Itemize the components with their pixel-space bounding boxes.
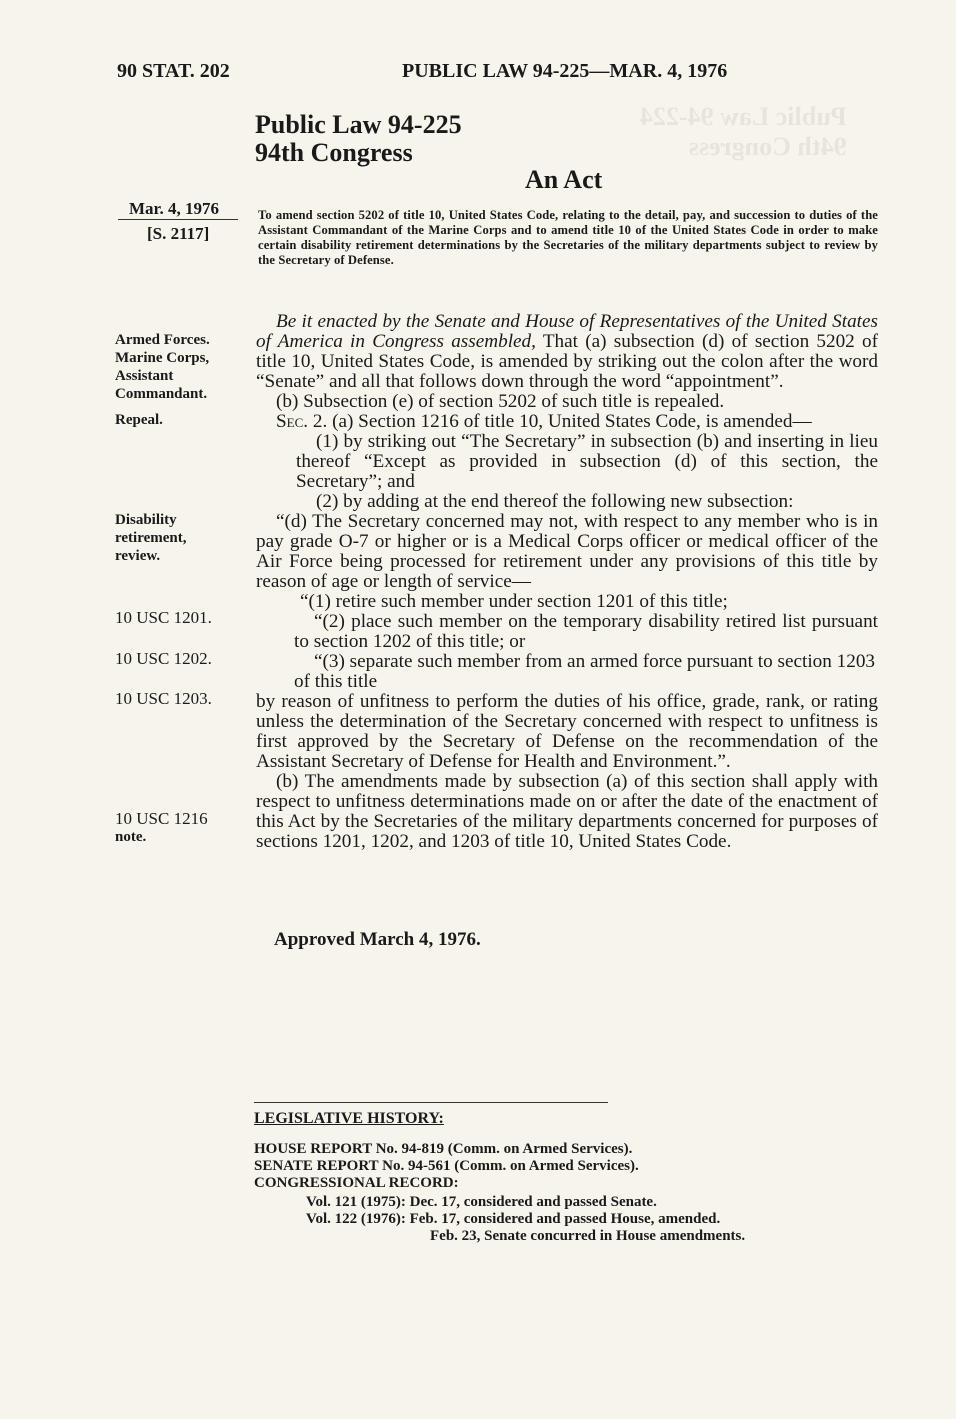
margin-note-usc-1202: 10 USC 1202.: [115, 649, 212, 668]
congressional-record-label: CONGRESSIONAL RECORD:: [254, 1175, 459, 1191]
act-label: An Act: [525, 165, 603, 194]
amendment-item-2: (2) by adding at the end thereof the following new subsection:: [316, 491, 794, 512]
clause-1: “(1) retire such member under section 1201 of this title;: [300, 591, 728, 612]
act-purpose: To amend section 5202 of title 10, United States Code, relating to the detail, pay, and succession to duties of the Assistant Commandant of the Marine Corps and to amend title 10 of the United States Code in order to make certain disability retirement determinations by the Secretaries of the military departments subject to review by the Secretary of Defense.: [258, 208, 878, 267]
congress-label: 94th Congress: [255, 138, 413, 167]
subsection-d-tail: by reason of unfitness to perform the duties of his office, grade, rank, or rating unless the determination of the Secretary concerned with respect to unfitness is first approved by the Secretary of Defense on the recommendation of the Assistant Secretary of Defense for Health and Environment.”.: [256, 691, 878, 772]
record-vol-121: Vol. 121 (1975): Dec. 17, considered and passed Senate.: [306, 1194, 657, 1210]
section-1-a: Be it enacted by the Senate and House of Representatives of the United States of America in Congress assembled, That (a) subsection (d) of section 5202 of title 10, United States Code, is amended by striking out the colon after the word “Senate” and all that follows down through the word “appointment”.: [256, 311, 878, 392]
new-subsection-d: “(d) The Secretary concerned may not, with respect to any member who is in pay grade O-7 or higher or is a Medical Corps officer or medical officer of the Air Force being processed for retirement under any provisions of this title by reason of age or length of service—: [256, 511, 878, 592]
margin-note-usc-1203: 10 USC 1203.: [115, 689, 212, 708]
record-feb-23: Feb. 23, Senate concurred in House amendments.: [430, 1228, 746, 1244]
record-vol-122: Vol. 122 (1976): Feb. 17, considered and passed House, amended.: [306, 1211, 721, 1227]
running-header: PUBLIC LAW 94-225—MAR. 4, 1976: [402, 60, 728, 82]
margin-note-repeal: Repeal.: [115, 412, 163, 428]
margin-note-armed-forces: Armed Forces. Marine Corps, Assistant Commandant.: [115, 332, 210, 402]
house-report: HOUSE REPORT No. 94-819 (Comm. on Armed Services).: [254, 1141, 633, 1157]
section-2-a: Sec. 2. (a) Section 1216 of title 10, United States Code, is amended—: [276, 411, 812, 432]
margin-note-usc-1201: 10 USC 1201.: [115, 608, 212, 627]
margin-note-usc-1216: 10 USC 1216 note.: [115, 809, 208, 845]
enactment-date: Mar. 4, 1976: [129, 199, 220, 218]
section-2-b: (b) The amendments made by subsection (a) of this section shall apply with respect to unfitness determinations made on or after the date of the enactment of this Act by the Secretaries of the military departments concerned for purposes of sections 1201, 1202, and 1203 of title 10, United States Code.: [256, 771, 878, 852]
amendment-item-1: (1) by striking out “The Secretary” in subsection (b) and inserting in lieu thereof “Except as provided in subsection (d) of this section, the Secretary”; and: [296, 431, 878, 492]
senate-report: SENATE REPORT No. 94-561 (Comm. on Armed Services).: [254, 1158, 639, 1174]
approval-line: Approved March 4, 1976.: [274, 929, 481, 950]
legislative-history-heading: LEGISLATIVE HISTORY:: [254, 1110, 444, 1127]
act-body: [256, 312, 878, 852]
law-number: Public Law 94-225: [255, 110, 462, 139]
bill-number: [S. 2117]: [147, 224, 210, 243]
bleed-through-text: Public Law 94-224 94th Congress: [640, 102, 847, 161]
clause-3: “(3) separate such member from an armed force pursuant to section 1203 of this title: [294, 651, 876, 692]
page-number-header: 90 STAT. 202: [117, 60, 230, 82]
margin-note-disability: Disability retirement, review.: [115, 512, 187, 564]
history-rule: [254, 1102, 608, 1103]
date-rule: [118, 219, 238, 220]
clause-2: “(2) place such member on the temporary disability retired list pursuant to section 1202 of this title; or: [294, 611, 878, 652]
section-1-b: (b) Subsection (e) of section 5202 of such title is repealed.: [276, 391, 725, 412]
